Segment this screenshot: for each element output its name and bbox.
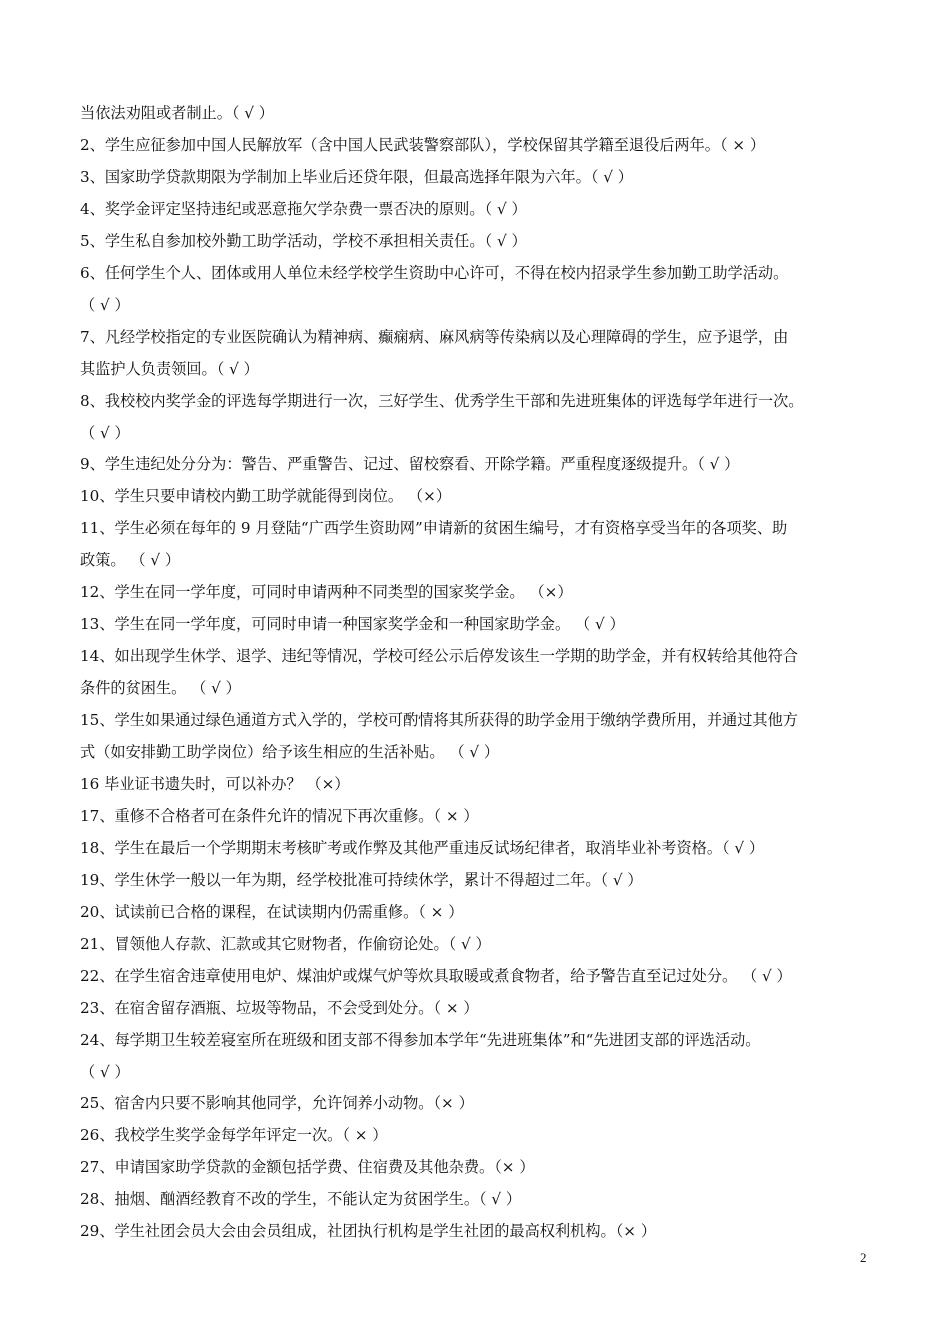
text-line: 3、国家助学贷款期限为学制加上毕业后还贷年限，但最高选择年限为六年。（ √ ） <box>80 168 633 186</box>
text-line: 23、在宿舍留存酒瓶、垃圾等物品，不会受到处分。（ × ） <box>80 999 479 1017</box>
text-line: 政策。 （ √ ） <box>80 551 181 569</box>
text-line: 当依法劝阻或者制止。（ √ ） <box>80 104 274 122</box>
text-line: 式（如安排勤工助学岗位）给予该生相应的生活补贴。 （ √ ） <box>80 743 500 761</box>
text-line: 14、如出现学生休学、退学、违纪等情况，学校可经公示后停发该生一学期的助学金，并有权转给其他符合 <box>80 647 798 665</box>
text-line: （ √ ） <box>80 424 130 442</box>
text-line: （ √ ） <box>80 1063 130 1081</box>
text-line: 5、学生私自参加校外勤工助学活动，学校不承担相关责任。（ √ ） <box>80 232 527 250</box>
text-line: 18、学生在最后一个学期期末考核旷考或作弊及其他严重违反试场纪律者，取消毕业补考资格。（ √ ） <box>80 839 765 857</box>
text-line: 2、学生应征参加中国人民解放军（含中国人民武装警察部队），学校保留其学籍至退役后两年。（ × ） <box>80 136 766 154</box>
text-line: 21、冒领他人存款、汇款或其它财物者，作偷窃论处。（ √ ） <box>80 935 491 953</box>
text-line: 15、学生如果通过绿色通道方式入学的，学校可酌情将其所获得的助学金用于缴纳学费所用，并通过其他方 <box>80 711 798 729</box>
page-number: 2 <box>860 1250 867 1265</box>
text-line: 20、试读前已合格的课程，在试读期内仍需重修。（ × ） <box>80 903 464 921</box>
text-line: 26、我校学生奖学金每学年评定一次。（ × ） <box>80 1126 388 1144</box>
text-line: （ √ ） <box>80 296 130 314</box>
text-line: 13、学生在同一学年度，可同时申请一种国家奖学金和一种国家助学金。 （ √ ） <box>80 615 625 633</box>
text-line: 25、宿舍内只要不影响其他同学，允许饲养小动物。（× ） <box>80 1094 474 1112</box>
text-line: 9、学生违纪处分分为：警告、严重警告、记过、留校察看、开除学籍。严重程度逐级提升。（ √ ） <box>80 455 740 473</box>
text-line: 其监护人负责领回。（ √ ） <box>80 360 259 378</box>
text-line: 29、学生社团会员大会由会员组成，社团执行机构是学生社团的最高权利机构。（× ） <box>80 1222 657 1240</box>
text-line: 22、在学生宿舍违章使用电炉、煤油炉或煤气炉等炊具取暖或煮食物者，给予警告直至记过处分。 （ √ ） <box>80 967 792 985</box>
text-line: 10、学生只要申请校内勤工助学就能得到岗位。 （×） <box>80 487 452 505</box>
text-line: 6、任何学生个人、团体或用人单位未经学校学生资助中心许可，不得在校内招录学生参加勤工助学活动。 <box>80 264 789 282</box>
text-line: 11、学生必须在每年的 9 月登陆“广西学生资助网”申请新的贫困生编号，才有资格享受当年的各项奖、助 <box>80 519 788 537</box>
text-line: 条件的贫困生。 （ √ ） <box>80 679 241 697</box>
text-line: 4、奖学金评定坚持违纪或恶意拖欠学杂费一票否决的原则。（ √ ） <box>80 200 527 218</box>
text-line: 7、凡经学校指定的专业医院确认为精神病、癫痫病、麻风病等传染病以及心理障碍的学生，应予退学，由 <box>80 328 789 346</box>
text-line: 24、每学期卫生较差寝室所在班级和团支部不得参加本学年“先进班集体”和“先进团支部的评选活动。 <box>80 1031 761 1049</box>
text-line: 12、学生在同一学年度，可同时申请两种不同类型的国家奖学金。 （×） <box>80 583 573 601</box>
text-line: 28、抽烟、酗酒经教育不改的学生，不能认定为贫困学生。（ √ ） <box>80 1190 522 1208</box>
text-line: 16 毕业证书遗失时，可以补办？ （×） <box>80 775 350 793</box>
text-line: 27、申请国家助学贷款的金额包括学费、住宿费及其他杂费。（× ） <box>80 1158 535 1176</box>
text-line: 17、重修不合格者可在条件允许的情况下再次重修。（ × ） <box>80 807 479 825</box>
text-line: 19、学生休学一般以一年为期，经学校批准可持续休学，累计不得超过二年。（ √ ） <box>80 871 643 889</box>
text-line: 8、我校校内奖学金的评选每学期进行一次，三好学生、优秀学生干部和先进班集体的评选每学年进行一次。 <box>80 392 804 410</box>
